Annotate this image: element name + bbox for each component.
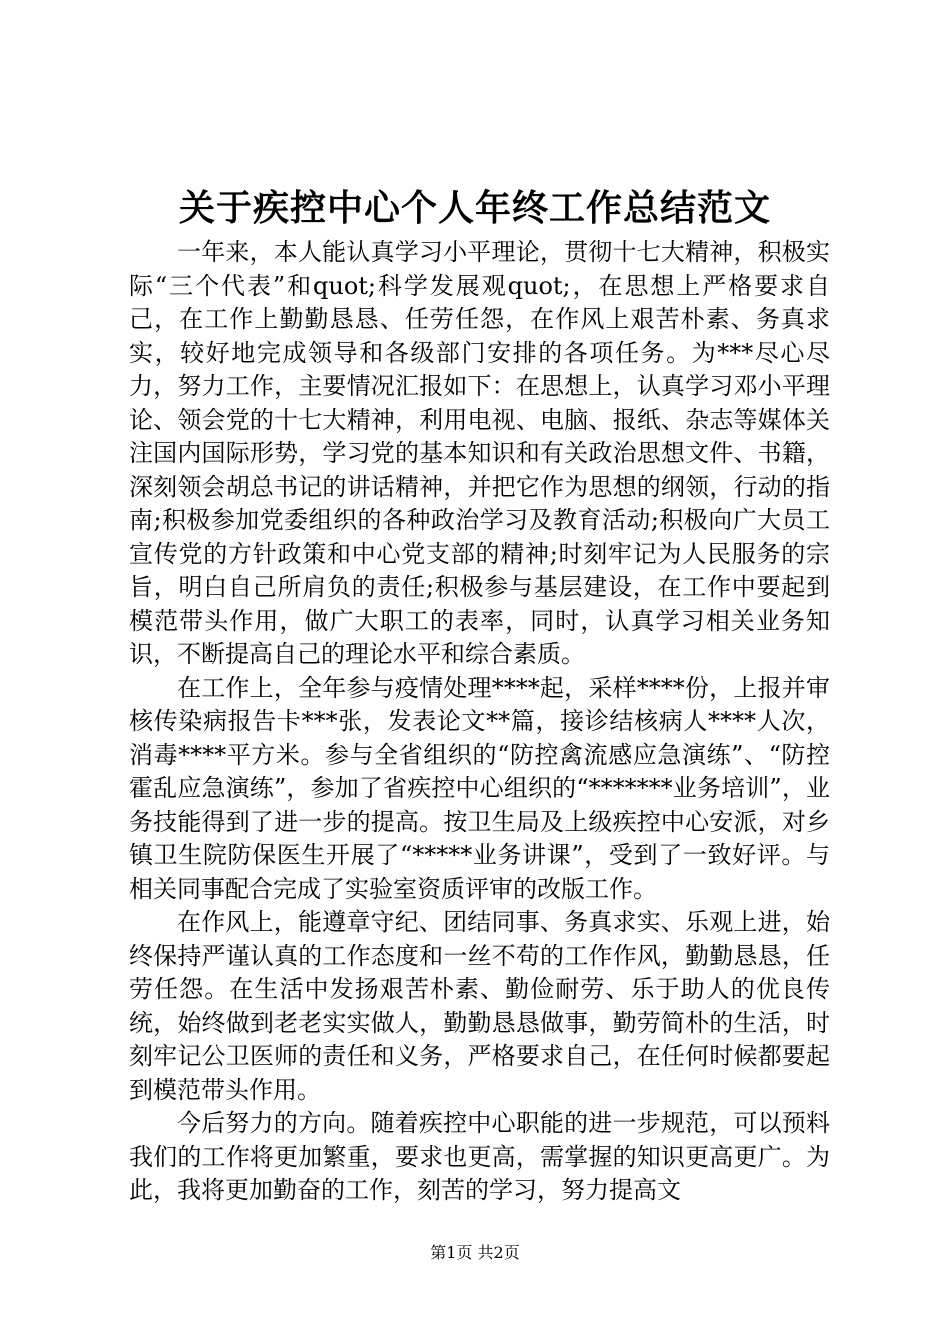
document-title: 关于疾控中心个人年终工作总结范文 <box>178 187 771 229</box>
paragraph-work: 在工作上，全年参与疫情处理****起，采样****份，上报并审核传染病报告卡***张，发表论文**篇，接诊结核病人****人次，消毒****平方米。参与全省组织的“防控禽流感应急演练”、“防控霍乱应急演练”，参加了省疾控中心组织的“*******业务培训”，业务技能得到了进一步的提高。按卫生局及上级疾控中心安派，对乡镇卫生院防保医生开展了“*****业务讲课”，受到了一致好评。与相关同事配合完成了实验室资质评审的改版工作。 <box>129 673 830 903</box>
document-body <box>129 236 830 1208</box>
paragraph-conduct: 在作风上，能遵章守纪、团结同事、务真求实、乐观上进，始终保持严谨认真的工作态度和一丝不苟的工作作风，勤勤恳恳，任劳任怨。在生活中发扬艰苦朴素、勤俭耐劳、乐于助人的优良传统，始终做到老老实实做人，勤勤恳恳做事，勤劳简朴的生活，时刻牢记公卫医师的责任和义务，严格要求自己，在任何时候都要起到模范带头作用。 <box>129 908 830 1104</box>
paragraph-future: 今后努力的方向。随着疾控中心职能的进一步规范，可以预料我们的工作将更加繁重，要求也更高，需掌握的知识更高更广。为此，我将更加勤奋的工作，刻苦的学习，努力提高文 <box>129 1109 830 1204</box>
paragraph-intro: 一年来，本人能认真学习小平理论，贯彻十七大精神，积极实际“三个代表”和quot;科学发展观quot;，在思想上严格要求自己，在工作上勤勤恳恳、任劳任怨，在作风上艰苦朴素、务真求实，较好地完成领导和各级部门安排的各项任务。为***尽心尽力，努力工作，主要情况汇报如下：在思想上，认真学习邓小平理论、领会党的十七大精神，利用电视、电脑、报纸、杂志等媒体关注国内国际形势，学习党的基本知识和有关政治思想文件、书籍，深刻领会胡总书记的讲话精神，并把它作为思想的纲领，行动的指南;积极参加党委组织的各种政治学习及教育活动;积极向广大员工宣传党的方针政策和中心党支部的精神;时刻牢记为人民服务的宗旨，明白自己所肩负的责任;积极参与基层建设，在工作中要起到模范带头作用，做广大职工的表率，同时，认真学习相关业务知识，不断提高自己的理论水平和综合素质。 <box>129 238 830 668</box>
page-number-footer: 第1页 共2页 <box>430 1243 520 1262</box>
